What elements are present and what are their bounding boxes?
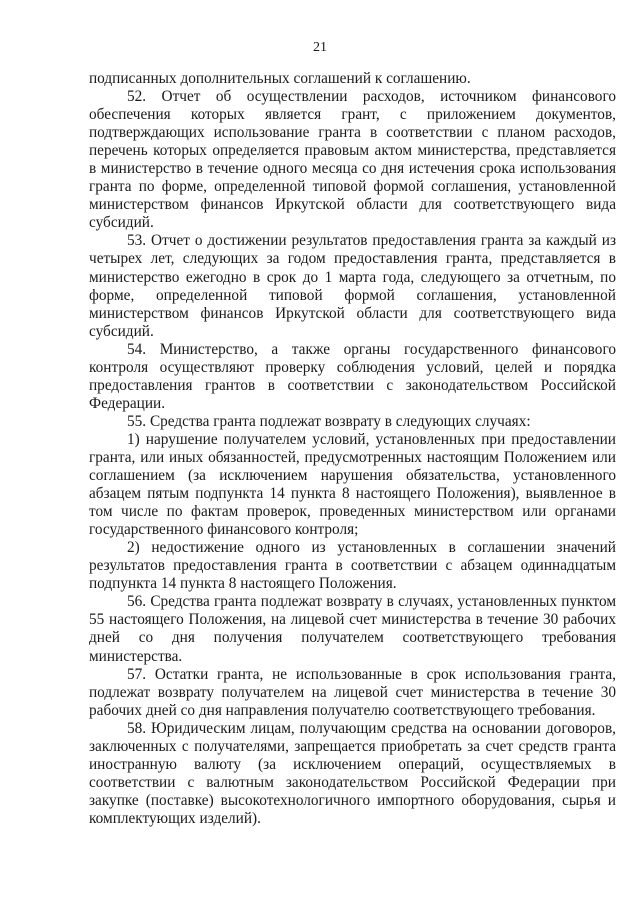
paragraph-52: 52. Отчет об осуществлении расходов, источником финансового обеспечения которых является грант, с приложением документов, подтверждающих использование гранта в соответствии с планом расходов, перечень которых определяется правовым актом министерства, представляется в министерство в течение одного месяца со дня истечения срока использования гранта по форме, определенной типовой формой соглашения, установленной министерством финансов Иркутской области для соответствующего вида субсидий. [89,88,616,232]
page-number: 21 [313,40,327,55]
paragraph-55-item-2: 2) недостижение одного из установленных в соглашении значений результатов предоставления гранта в соответствии с абзацем одиннадцатым подпункта 14 пункта 8 настоящего Положения. [89,539,616,593]
paragraph-continuation: подписанных дополнительных соглашений к соглашению. [89,70,471,87]
paragraph-55: 55. Средства гранта подлежат возврату в следующих случаях: [127,412,531,430]
paragraph-53: 53. Отчет о достижении результатов предоставления гранта за каждый из четырех лет, следующих за годом предоставления гранта, представляется в министерство ежегодно в срок до 1 марта года, следующего за отчетным, по форме, определенной типовой формой соглашения, установленной министерством финансов Иркутской области для соответствующего вида субсидий. [89,232,616,340]
document-body [89,70,616,828]
paragraph-58: 58. Юридическим лицам, получающим средства на основании договоров, заключенных с получателями, запрещается приобретать за счет средств гранта иностранную валюту (за исключением операций, осуществляемых в соответствии с валютным законодательством Российской Федерации при закупке (поставке) высокотехнологичного импортного оборудования, сырья и комплектующих изделий). [89,719,616,827]
paragraph-56: 56. Средства гранта подлежат возврату в случаях, установленных пунктом 55 настоящего Положения, на лицевой счет министерства в течение 30 рабочих дней со дня получения получателем соответствующего требования министерства. [89,593,616,665]
paragraph-57: 57. Остатки гранта, не использованные в срок использования гранта, подлежат возврату получателем на лицевой счет министерства в течение 30 рабочих дней со дня направления получателю соответствующего требования. [89,665,616,719]
paragraph-54: 54. Министерство, а также органы государственного финансового контроля осуществляют проверку соблюдения условий, целей и порядка предоставления грантов в соответствии с законодательством Российской Федерации. [89,340,616,412]
paragraph-55-item-1: 1) нарушение получателем условий, установленных при предоставлении гранта, или иных обязанностей, предусмотренных настоящим Положением или соглашением (за исключением нарушения обязательства, установленного абзацем пятым подпункта 14 пункта 8 настоящего Положения), выявленное в том числе по фактам проверок, проведенных министерством или органами государственного финансового контроля; [89,430,616,539]
